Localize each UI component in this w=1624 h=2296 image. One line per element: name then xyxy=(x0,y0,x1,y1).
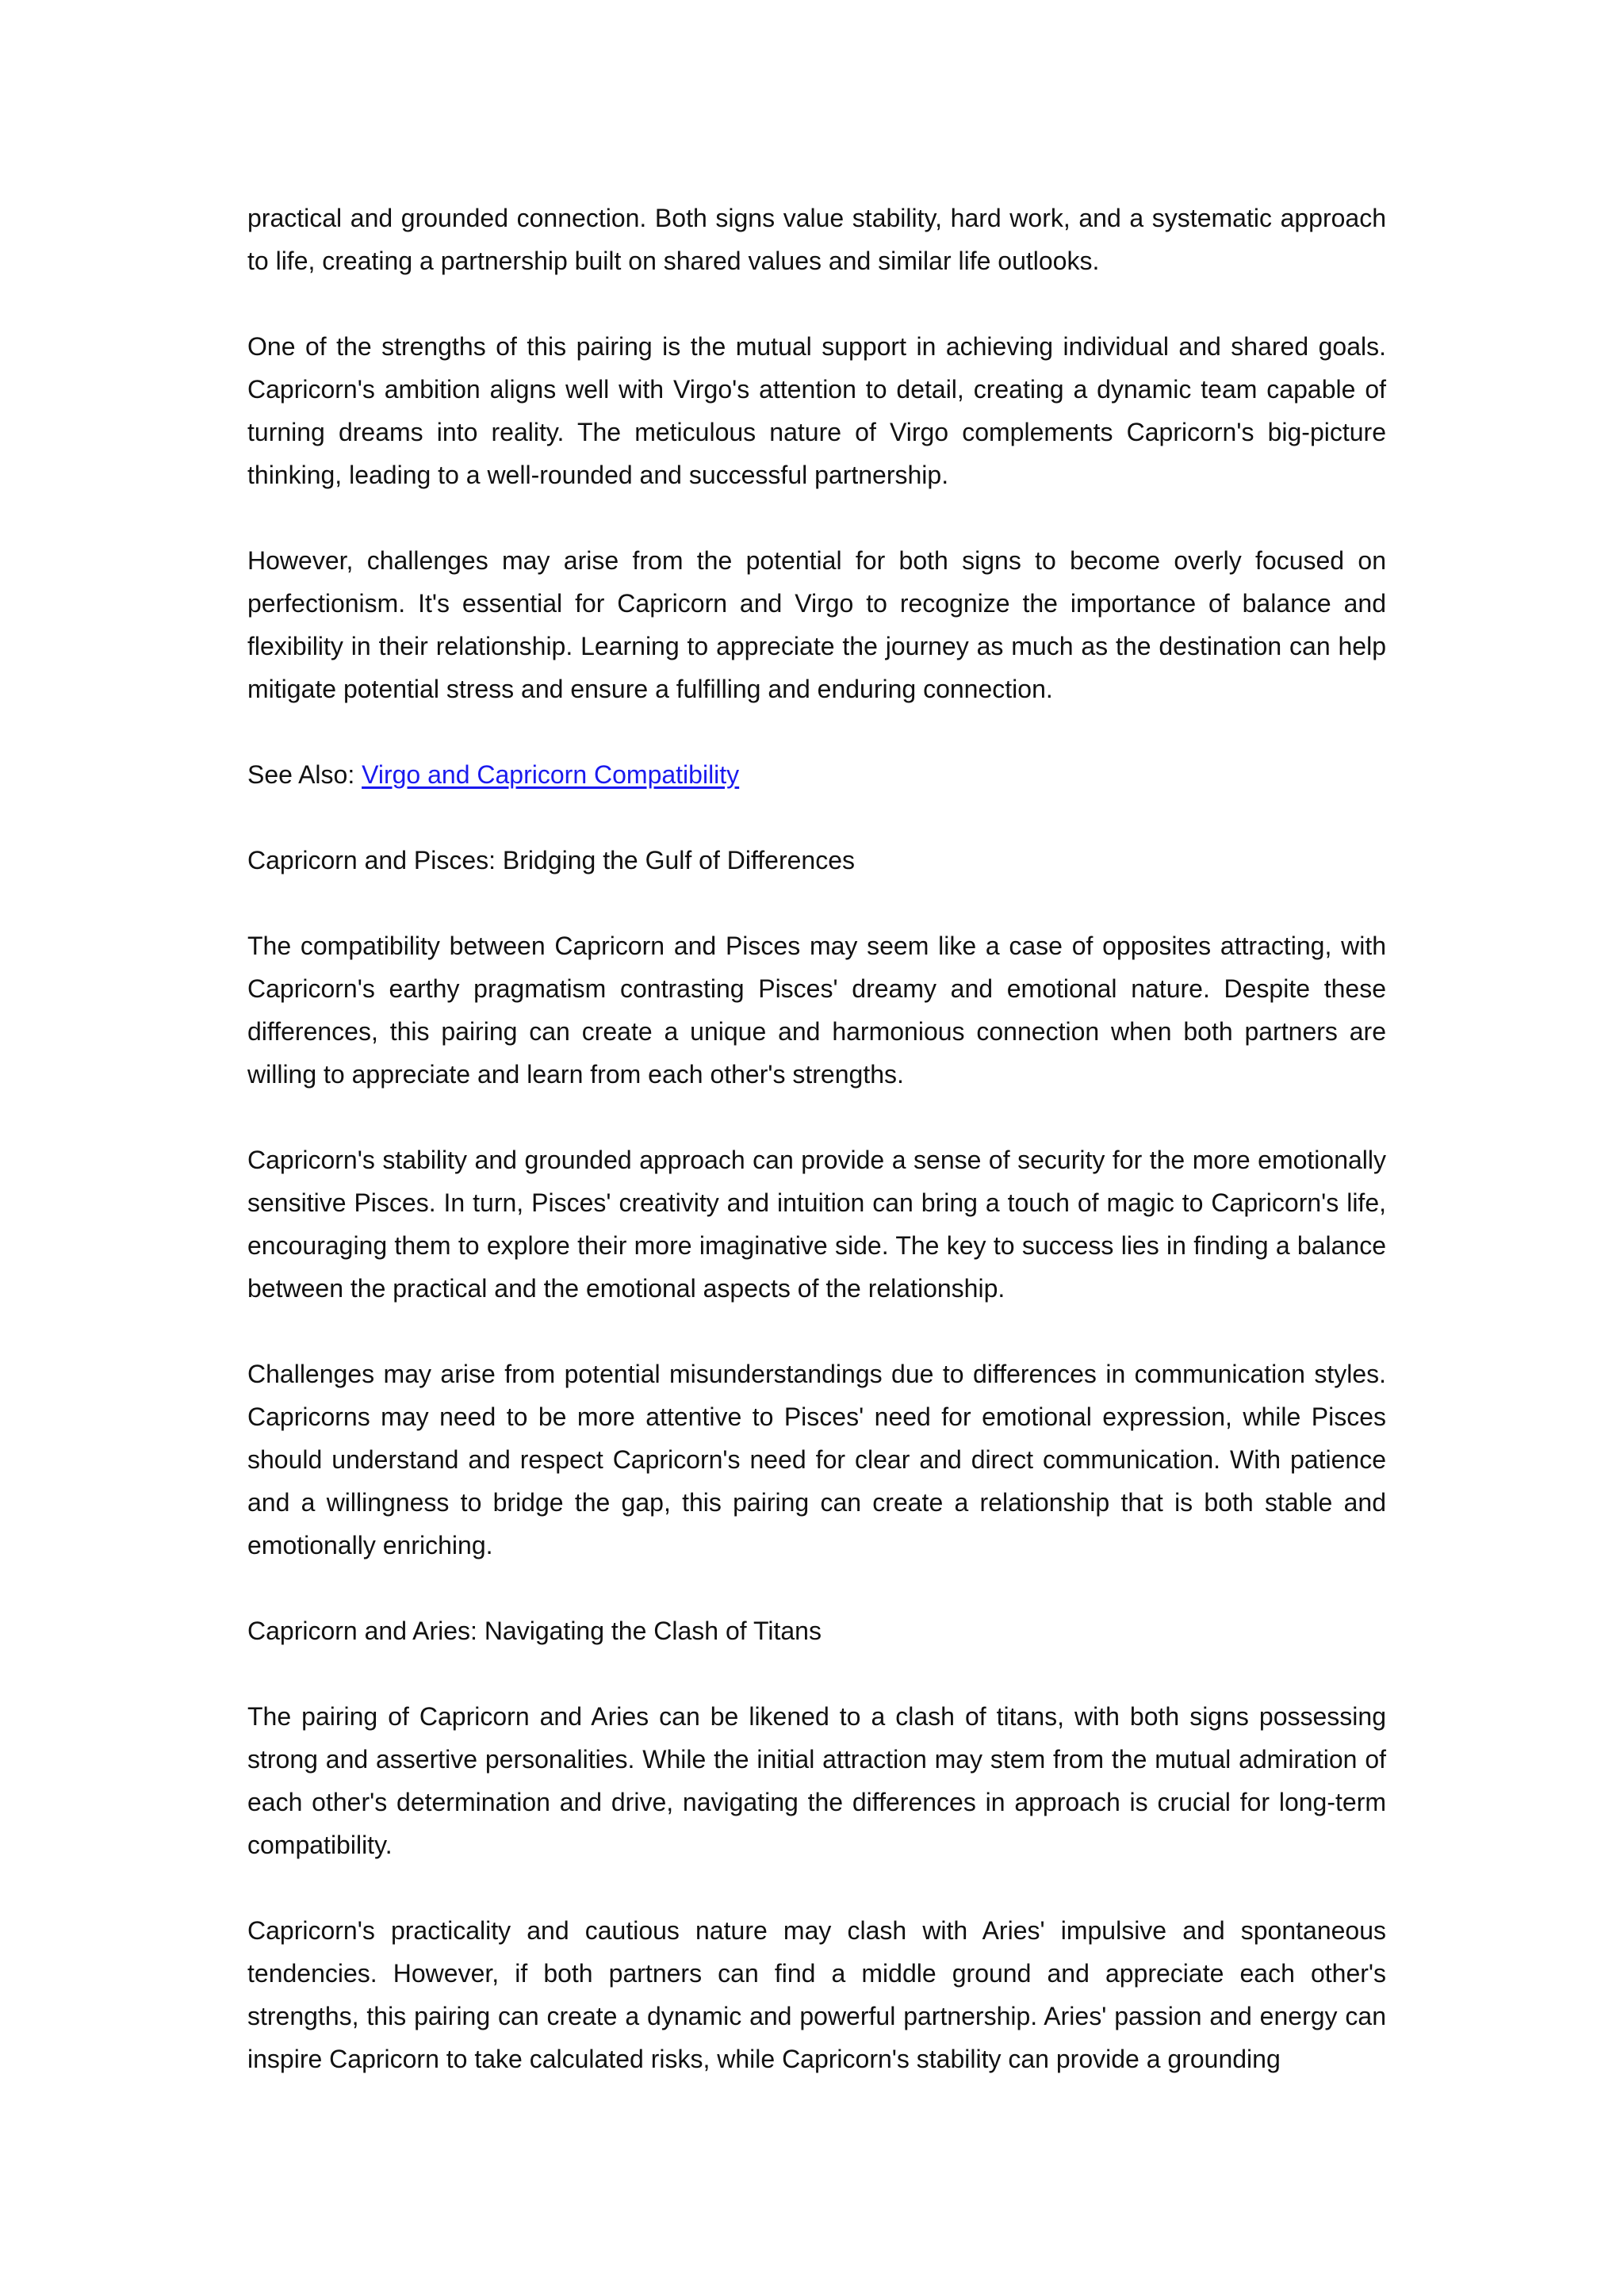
paragraph-aries-dynamics: Capricorn's practicality and cautious nature may clash with Aries' impulsive and spontaneous tendencies. However, if both partners can find a middle ground and appreciate each other's strengths, this pairing can create a dynamic and powerful partnership. Aries' passion and energy can inspire Capricorn to take calculated risks, while Capricorn's stability can provide a grounding xyxy=(247,1916,1386,2073)
section-heading-aries: Capricorn and Aries: Navigating the Clash of Titans xyxy=(247,1617,822,1645)
section-heading-pisces: Capricorn and Pisces: Bridging the Gulf of Differences xyxy=(247,846,856,874)
paragraph-virgo-challenges: However, challenges may arise from the potential for both signs to become overly focused on perfectionism. It's essential for Capricorn and Virgo to recognize the importance of balance and flexibility in their relationship. Learning to appreciate the journey as much as the destination can help mitigate potential stress and ensure a fulfilling and enduring connection. xyxy=(247,546,1386,703)
see-also-link[interactable]: Virgo and Capricorn Compatibility xyxy=(362,760,740,789)
paragraph-aries-intro: The pairing of Capricorn and Aries can be likened to a clash of titans, with both signs possessing strong and assertive personalities. While the initial attraction may stem from the mutual admiration of each other's determination and drive, navigating the differences in approach is crucial for long-term compatibility. xyxy=(247,1702,1386,1859)
paragraph-pisces-challenges: Challenges may arise from potential misunderstandings due to differences in communication styles. Capricorns may need to be more attentive to Pisces' need for emotional expression, while Pisces should understand and respect Capricorn's need for clear and direct communication. With patience and a willingness to bridge the gap, this pairing can create a relationship that is both stable and emotionally enriching. xyxy=(247,1360,1386,1559)
see-also-line xyxy=(247,753,1386,796)
document-body xyxy=(247,197,1386,2080)
paragraph-virgo-strengths: One of the strengths of this pairing is the mutual support in achieving individual and shared goals. Capricorn's ambition aligns well with Virgo's attention to detail, creating a dynamic team capable of turning dreams into reality. The meticulous nature of Virgo complements Capricorn's big-picture thinking, leading to a well-rounded and successful partnership. xyxy=(247,332,1386,489)
see-also-label: See Also: xyxy=(247,760,362,789)
paragraph-pisces-intro: The compatibility between Capricorn and Pisces may seem like a case of opposites attracting, with Capricorn's earthy pragmatism contrasting Pisces' dreamy and emotional nature. Despite these differences, this pairing can create a unique and harmonious connection when both partners are willing to appreciate and learn from each other's strengths. xyxy=(247,932,1386,1089)
paragraph-pisces-strengths: Capricorn's stability and grounded approach can provide a sense of security for the more emotionally sensitive Pisces. In turn, Pisces' creativity and intuition can bring a touch of magic to Capricorn's life, encouraging them to explore their more imaginative side. The key to success lies in finding a balance between the practical and the emotional aspects of the relationship. xyxy=(247,1146,1386,1303)
paragraph-virgo-intro-continued: practical and grounded connection. Both signs value stability, hard work, and a systematic approach to life, creating a partnership built on shared values and similar life outlooks. xyxy=(247,204,1386,275)
